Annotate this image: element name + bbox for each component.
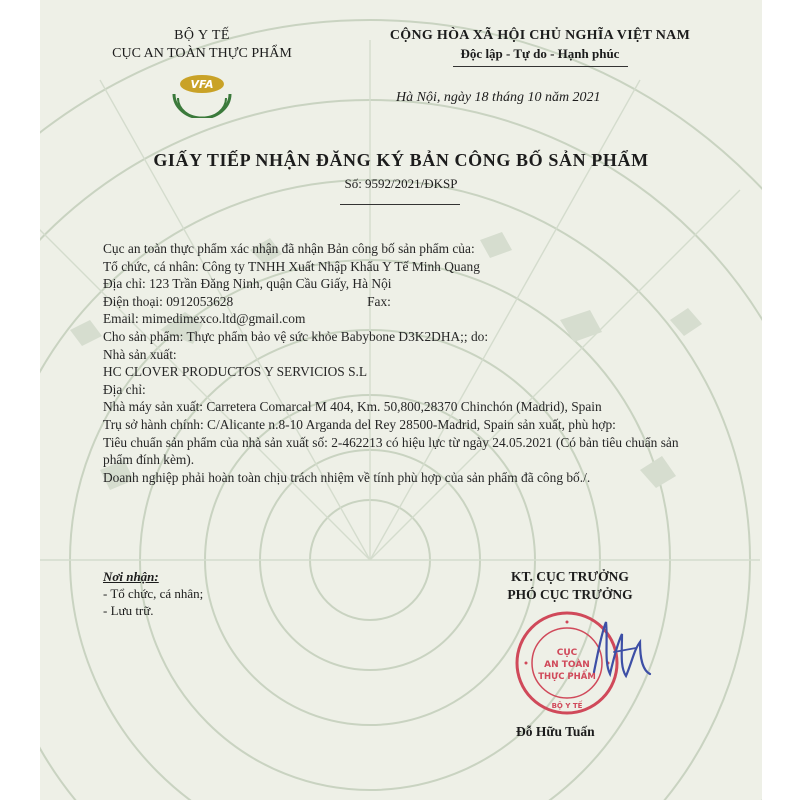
issue-date: Hà Nội, ngày 18 tháng 10 năm 2021 (396, 90, 601, 105)
handwritten-signature (584, 612, 664, 692)
national-header (330, 28, 750, 67)
signer-title-1: KT. CỤC TRƯỞNG (511, 569, 629, 584)
svg-text:AN TOÀN: AN TOÀN (544, 660, 590, 670)
document-page (40, 0, 762, 800)
document-title: GIẤY TIẾP NHẬN ĐĂNG KÝ BẢN CÔNG BỐ SẢN PHẨM (153, 150, 649, 170)
recipient-item: - Lưu trữ. (103, 603, 154, 618)
body-line: Tổ chức, cá nhân: Công ty TNHH Xuất Nhập Khẩu Y Tế Minh Quang (103, 258, 480, 274)
body-line: Email: mimedimexco.ltd@gmail.com (103, 311, 306, 327)
body-line: Tiêu chuẩn sản phẩm của nhà sản xuất số: 2-462213 có hiệu lực từ ngày 24.05.2021 (Có bản tiêu chuẩn sản phẩm đính kèm). (103, 434, 679, 468)
body-line: Trụ sở hành chính: C/Alicante n.8-10 Arganda del Rey 28500-Madrid, Spain sản xuất, phù hợp: (103, 416, 616, 432)
body-line: Cục an toàn thực phẩm xác nhận đã nhận Bản công bố sản phẩm của: (103, 241, 475, 256)
signer-title-2: PHÓ CỤC TRƯỞNG (507, 587, 633, 602)
vfa-logo-icon (164, 64, 240, 118)
signer-titles (480, 568, 660, 604)
document-number: Số: 9592/2021/ĐKSP (344, 176, 458, 191)
ministry-name: BỘ Y TẾ (174, 28, 230, 43)
number-underline (340, 204, 460, 205)
signer-name: Đỗ Hữu Tuấn (516, 724, 595, 739)
svg-text:BỘ Y TẾ: BỘ Y TẾ (551, 702, 583, 710)
recipients-block (103, 568, 303, 619)
svg-text:THỰC PHẨM: THỰC PHẨM (538, 672, 596, 682)
agency-name: CỤC AN TOÀN THỰC PHẨM (112, 46, 292, 61)
republic-title: CỘNG HÒA XÃ HỘI CHỦ NGHĨA VIỆT NAM (389, 28, 691, 43)
body-line: HC CLOVER PRODUCTOS Y SERVICIOS S.L (103, 364, 368, 380)
svg-text:CỤC: CỤC (556, 648, 578, 658)
svg-text:VFA: VFA (190, 78, 214, 91)
motto-underline (453, 66, 628, 67)
body-line: Địa chỉ: (103, 381, 146, 397)
body-line: Điện thoại: 0912053628 Fax: (103, 293, 391, 309)
body-line: Cho sản phẩm: Thực phẩm bảo vệ sức khỏe Babybone D3K2DHA;; do: (103, 328, 489, 344)
body-line: Doanh nghiệp phải hoàn toàn chịu trách nhiệm về tính phù hợp của sản phẩm đã công bố./. (103, 469, 591, 485)
recipient-item: - Tổ chức, cá nhân; (103, 586, 204, 601)
national-motto: Độc lập - Tự do - Hạnh phúc (460, 46, 620, 61)
agency-header (92, 28, 312, 118)
document-body (103, 240, 703, 486)
body-line: Nhà sản xuất: (103, 346, 177, 362)
recipients-title: Nơi nhận: (103, 569, 159, 584)
body-line: Địa chỉ: 123 Trần Đăng Ninh, quận Cầu Giấy, Hà Nội (103, 276, 392, 292)
body-line: Nhà máy sản xuất: Carretera Comarcal M 404, Km. 50,800,28370 Chinchón (Madrid), Spain (103, 399, 602, 415)
